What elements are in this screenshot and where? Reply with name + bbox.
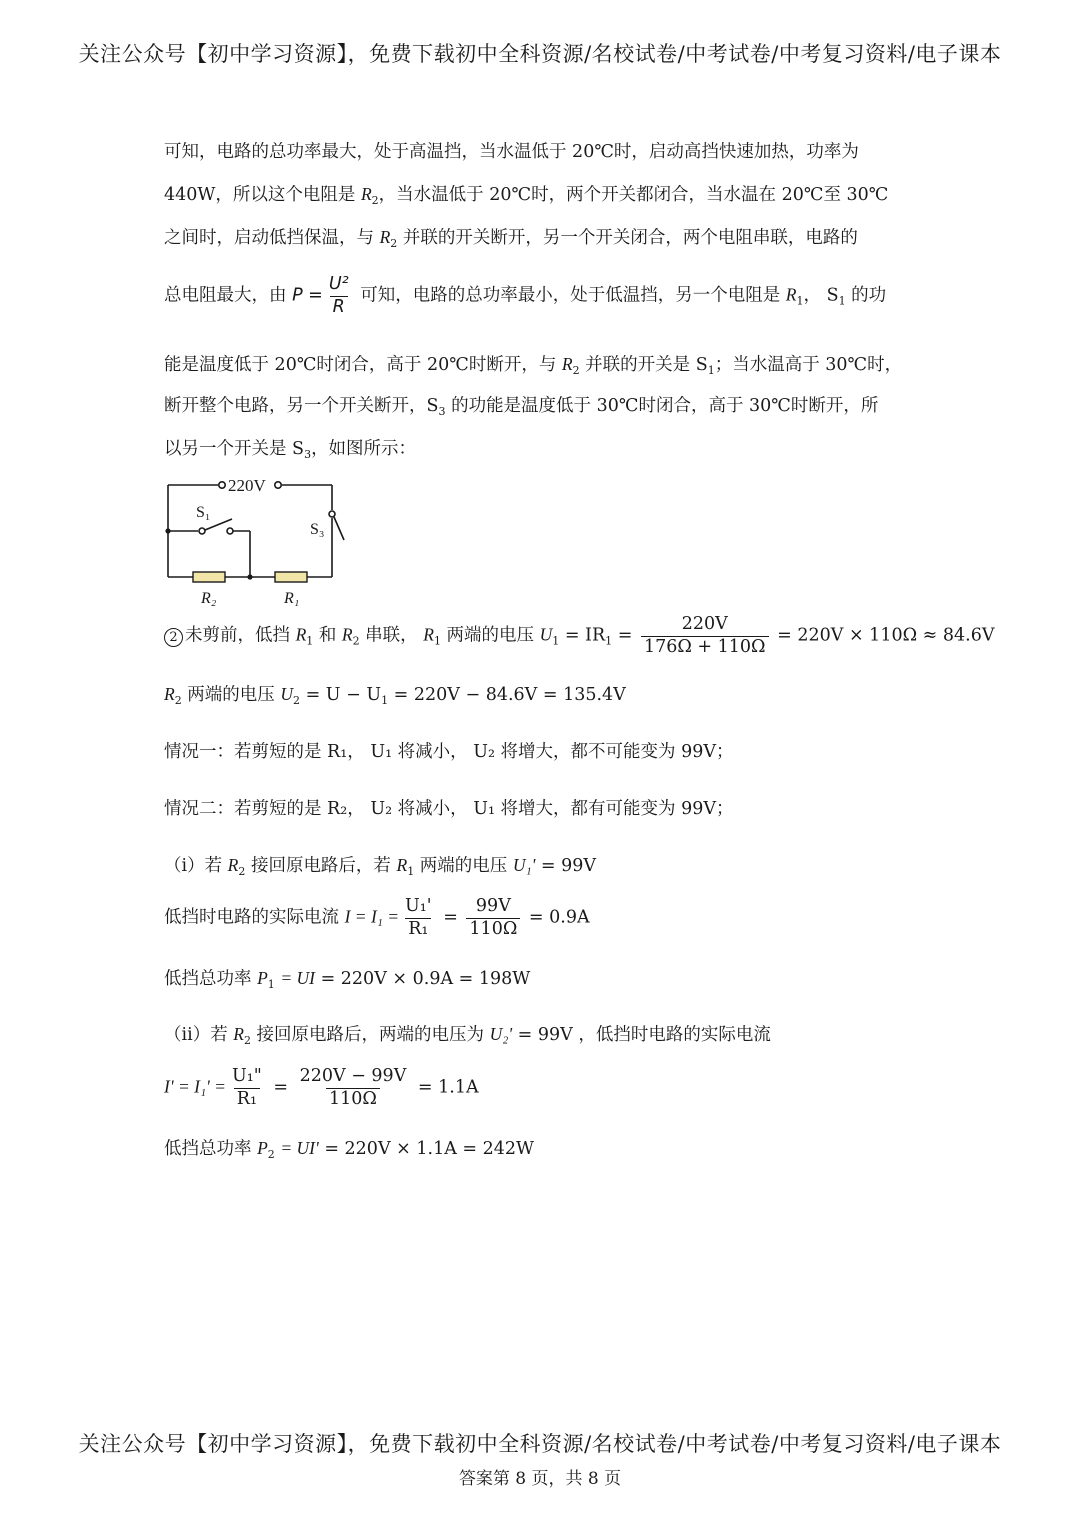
supply-label: 220V (228, 476, 266, 495)
current-fraction: $\frac{\text{U₁'}}{\text{R₁}}$ (405, 896, 432, 939)
voltage-fraction: $\frac{220V}{176\Omega + 110\Omega}$ (641, 616, 769, 656)
text-line: （i）若 $R_2$ 接回原电路后，若 $R_1$ 两端的电压 U₁' = 99V (164, 855, 597, 878)
text-line: 断开整个电路，另一个开关断开，$S_3$ 的功能是温度低于 30℃时闭合，高于 30℃时断开，所 (164, 396, 879, 418)
text-line: 之间时，启动低挡保温，与 $R_2$ 并联的开关断开，另一个开关闭合，两个电阻串联，电路的 (164, 227, 858, 250)
resistor-r2-label: R₂ (201, 590, 217, 607)
switch-s3-label: S₃ (310, 521, 325, 538)
switch-s1-contact (199, 528, 205, 534)
text-line: 可知，电路的总功率最大，处于高温挡，当水温低于 20℃时，启动高挡快速加热，功率为 (164, 142, 859, 162)
text-line: 情况二：若剪短的是 R₂， U₂ 将减小， U₁ 将增大，都有可能变为 99V； (164, 799, 734, 819)
resistor-r1 (275, 572, 307, 582)
resistor-r1-label: R₁ (284, 590, 300, 607)
current2-fraction: $\frac{\text{U₁"}}{\text{R₁}}$ (231, 1066, 262, 1109)
terminal (219, 482, 225, 488)
footer-banner: 关注公众号【初中学习资源】，免费下载初中全科资源/名校试卷/中考试卷/中考复习资料/电子课本 (78, 1432, 1002, 1456)
text-line: 总电阻最大，由 P = $\frac{\text{U²}}{R}$ 可知，电路的总功率最小，处于低温挡，另一个电阻是 $R_1$， $S_1$ 的功 (164, 274, 887, 317)
text-line: 情况一：若剪短的是 R₁， U₁ 将减小， U₂ 将增大，都不可能变为 99V； (164, 742, 734, 762)
current-value-fraction: $\frac{99V}{110\Omega}$ (466, 898, 520, 938)
text-line: 2 未剪前，低挡 $R_1$ 和 $R_2$ 串联， $R_1$ 两端的电压 $U_1 = IR_1$ = $\frac{220V}{176\Omega + 110\Omega}$ = 220V × 110Ω ≈ 84.6V (164, 616, 994, 656)
resistor-r2 (193, 572, 225, 582)
junction-dot (247, 574, 252, 579)
header-banner: 关注公众号【初中学习资源】，免费下载初中全科资源/名校试卷/中考试卷/中考复习资料/电子课本 (78, 42, 1002, 66)
power-fraction: $\frac{\text{U²}}{R}$ (328, 274, 349, 317)
terminal (275, 482, 281, 488)
text-line: （ii）若 $R_2$ 接回原电路后，两端的电压为 U₂' = 99V ，低挡时电路的实际电流 (164, 1024, 771, 1047)
text-line: 低挡总功率 $P_2 = UI' = 220V \times 1.1A = 242W$ (164, 1138, 535, 1161)
text-line: 低挡总功率 $P_1$ = UI = 220V × 0.9A = 198W (164, 968, 531, 991)
text-line: 低挡时电路的实际电流 I = I₁ = $\frac{\text{U₁'}}{\text{R₁}}$ = $\frac{99V}{110\Omega}$ = 0.9A (164, 896, 590, 939)
circled-number: 2 (164, 628, 183, 647)
power-formula: P = (292, 285, 323, 306)
switch-s1-label: S₁ (196, 504, 211, 521)
junction-dot (165, 528, 170, 533)
text-line: 440W，所以这个电阻是 $R_2$，当水温低于 20℃时，两个开关都闭合，当水温在 20℃至 30℃ (164, 184, 889, 207)
switch-s1-contact (227, 528, 233, 534)
text-line: 以另一个开关是 $S_3$，如图所示： (164, 439, 417, 461)
text-line: $R_2$ 两端的电压 $U_2 = U - U_1 = 220V - 84.6V = 135.4V$ (164, 684, 626, 707)
text-line: 能是温度低于 20℃时闭合，高于 20℃时断开，与 $R_2$ 并联的开关是 $S_1$；当水温高于 30℃时， (164, 354, 903, 377)
current2-value-fraction: $\frac{220V - 99V}{110\Omega}$ (299, 1066, 407, 1109)
circuit-diagram (160, 472, 350, 612)
text-line: I' = I₁' = $\frac{\text{U₁"}}{\text{R₁}}$ = $\frac{220V - 99V}{110\Omega}$ = 1.1A (164, 1066, 479, 1109)
page-number: 答案第 8 页，共 8 页 (458, 1469, 622, 1489)
switch-s3-contact (329, 511, 335, 517)
switch-s3-blade (334, 517, 344, 540)
